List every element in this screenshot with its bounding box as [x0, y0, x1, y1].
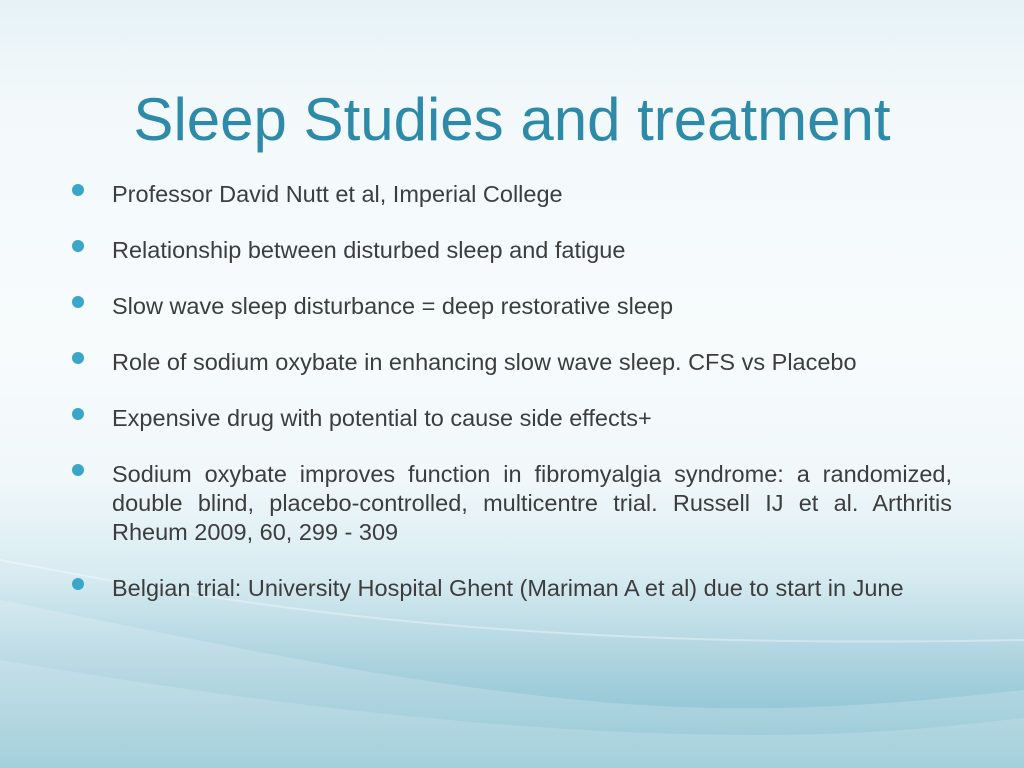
slide-title: Sleep Studies and treatment — [133, 86, 891, 153]
bullet-item — [72, 574, 952, 603]
bullet-item — [72, 236, 952, 265]
bullet-text: Belgian trial: University Hospital Ghent (Mariman A et al) due to start in June — [112, 575, 904, 601]
bullet-point-icon — [72, 464, 84, 476]
bullet-point-icon — [72, 408, 84, 420]
bullet-text: Sodium oxybate improves function in fibromyalgia syndrome: a randomized, double blind, placebo-controlled, multicentre trial. Russell IJ et al. Arthritis Rheum 2009, 60, 299 - 309 — [112, 461, 952, 545]
bullet-text: Expensive drug with potential to cause side effects+ — [112, 405, 652, 431]
bullet-point-icon — [72, 296, 84, 308]
bullet-item — [72, 460, 952, 547]
bullet-text: Role of sodium oxybate in enhancing slow wave sleep. CFS vs Placebo — [112, 349, 857, 375]
bullet-point-icon — [72, 578, 84, 590]
bullet-item — [72, 292, 952, 321]
bullet-item — [72, 404, 952, 433]
bullet-point-icon — [72, 240, 84, 252]
bullet-point-icon — [72, 352, 84, 364]
bullet-point-icon — [72, 184, 84, 196]
bullet-item — [72, 348, 952, 377]
bullet-text: Slow wave sleep disturbance = deep restorative sleep — [112, 293, 674, 319]
bullet-text: Relationship between disturbed sleep and fatigue — [112, 237, 626, 263]
bullet-text: Professor David Nutt et al, Imperial College — [112, 181, 563, 207]
bullet-item — [72, 180, 952, 209]
bullet-list — [72, 180, 952, 630]
